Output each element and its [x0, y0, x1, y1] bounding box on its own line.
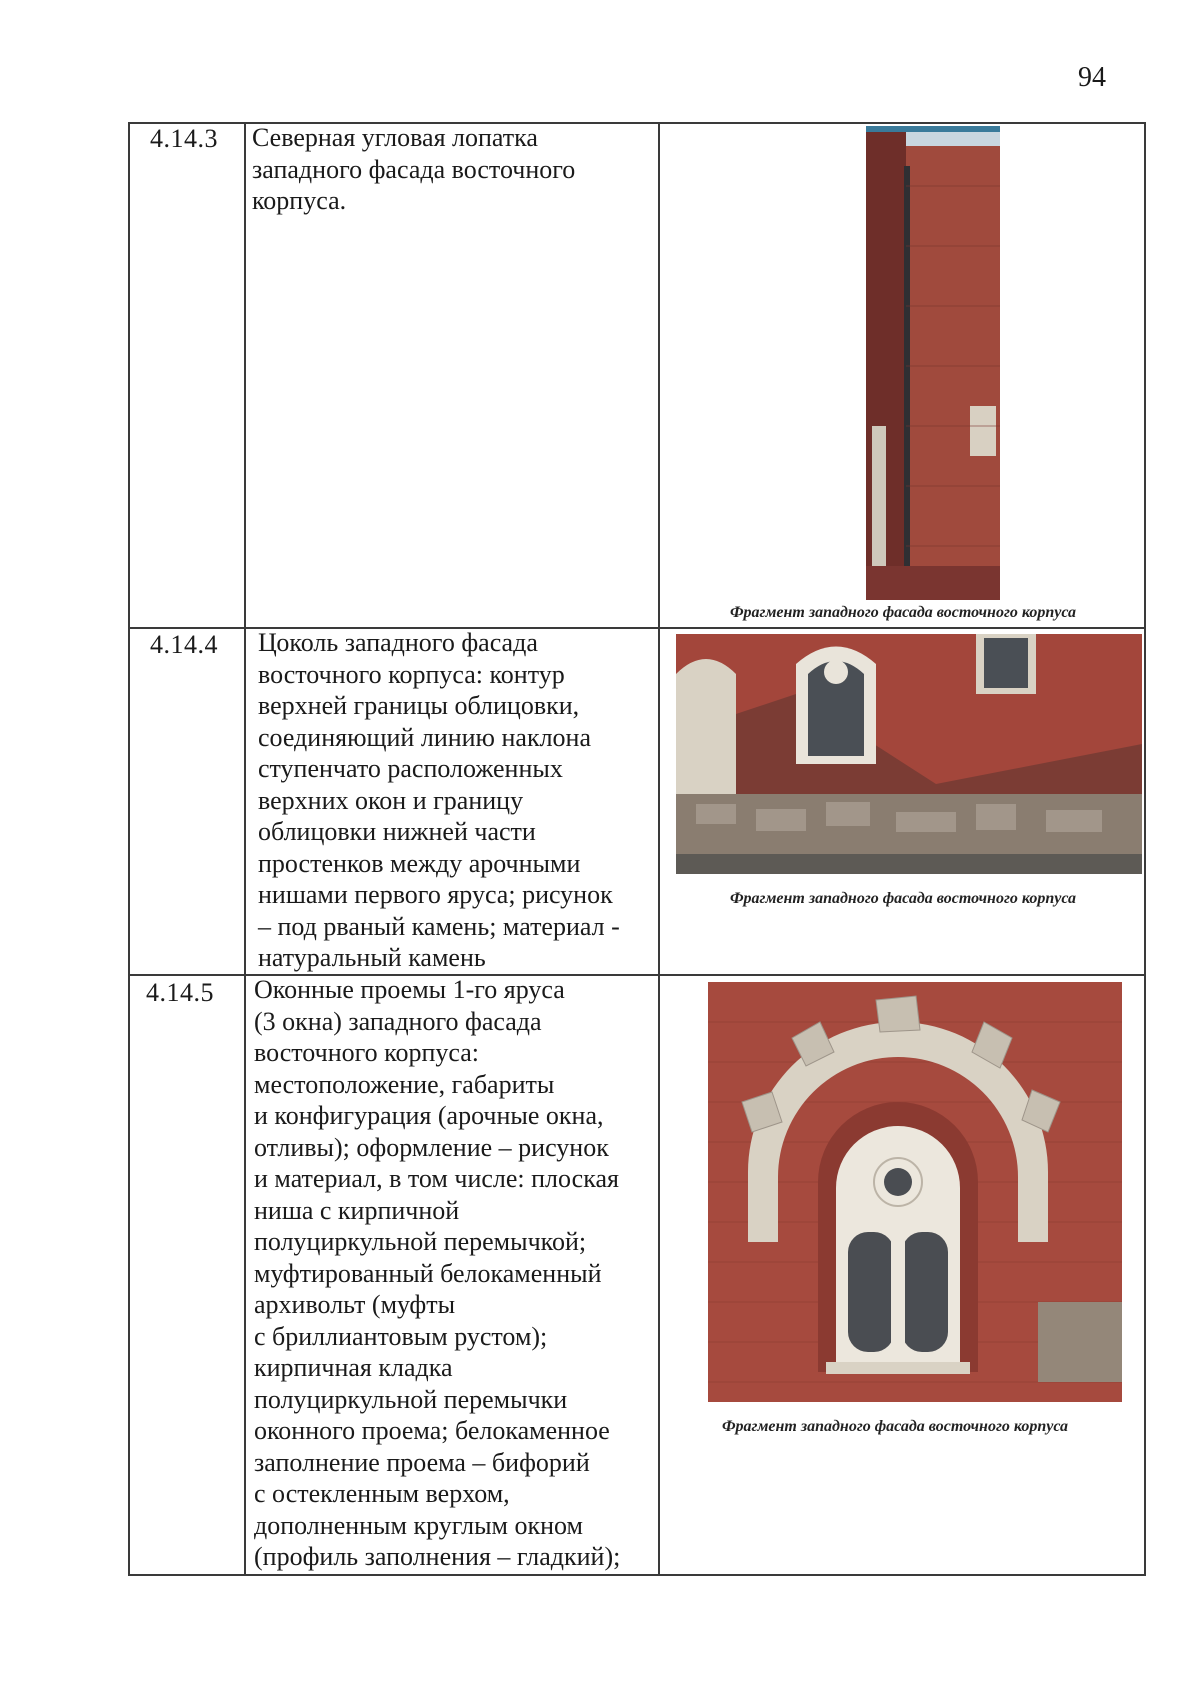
description-line: западного фасада восточного	[252, 154, 576, 184]
description-line: – под рваный камень; материал -	[258, 911, 620, 941]
description-line: Оконные проемы 1-го яруса	[254, 975, 565, 1004]
row-description	[258, 627, 620, 974]
table-rule-bottom	[128, 1574, 1146, 1576]
description-line: дополненным круглым окном	[254, 1510, 584, 1540]
row-description	[254, 974, 620, 1573]
page-number: 94	[1078, 62, 1106, 93]
description-line: натуральный камень	[258, 943, 486, 972]
window-photo-image	[708, 982, 1122, 1402]
description-line: простенков между арочными	[258, 848, 581, 878]
description-line: ступенчато расположенных	[258, 754, 563, 783]
description-line: Северная угловая лопатка	[252, 123, 538, 152]
description-line: корпуса.	[252, 186, 347, 215]
description-line: (профиль заполнения – гладкий);	[254, 1542, 621, 1571]
photo-window	[708, 982, 1122, 1402]
table-rule-col2	[658, 122, 660, 1576]
description-line: (3 окна) западного фасада	[254, 1006, 542, 1036]
photo-pilaster	[866, 126, 1000, 600]
description-line: и конфигурация (арочные окна,	[254, 1101, 604, 1130]
plinth-photo-image	[676, 634, 1142, 874]
description-line: отливы); оформление – рисунок	[254, 1132, 609, 1162]
row-number: 4.14.4	[150, 630, 218, 659]
description-line: соединяющий линию наклона	[258, 722, 591, 752]
pilaster-photo-image	[866, 126, 1000, 600]
description-line: полуциркульной перемычки	[254, 1384, 568, 1414]
monument-features-table	[128, 122, 1146, 1576]
description-line: восточного корпуса:	[254, 1038, 479, 1067]
row-description	[252, 122, 575, 217]
photo-caption: Фрагмент западного фасада восточного корпуса	[721, 1418, 1069, 1435]
photo-caption: Фрагмент западного фасада восточного корпуса	[729, 604, 1077, 621]
table-rule-right	[1144, 122, 1146, 1576]
description-line: архивольт (муфты	[254, 1290, 456, 1319]
description-line: Цоколь западного фасада	[258, 628, 538, 657]
description-line: муфтированный белокаменный	[254, 1258, 602, 1288]
description-line: нишами первого яруса; рисунок	[258, 880, 613, 909]
table-rule-left	[128, 122, 130, 1576]
description-line: облицовки нижней части	[258, 817, 536, 846]
description-line: с бриллиантовым рустом);	[254, 1321, 548, 1351]
description-line: оконного проема; белокаменное	[254, 1416, 610, 1445]
description-line: и материал, в том числе: плоская	[254, 1164, 619, 1193]
description-line: ниша с кирпичной	[254, 1195, 460, 1225]
description-line: заполнение проема – бифорий	[254, 1447, 590, 1477]
photo-plinth	[676, 634, 1142, 874]
description-line: местоположение, габариты	[254, 1069, 555, 1099]
description-line: верхних окон и границу	[258, 785, 524, 815]
description-line: с остекленным верхом,	[254, 1479, 510, 1508]
description-line: кирпичная кладка	[254, 1353, 453, 1382]
description-line: восточного корпуса: контур	[258, 659, 565, 689]
photo-caption: Фрагмент западного фасада восточного корпуса	[729, 890, 1077, 907]
row-number: 4.14.3	[150, 124, 218, 153]
description-line: полуциркульной перемычкой;	[254, 1227, 587, 1256]
description-line: верхней границы облицовки,	[258, 691, 580, 720]
table-rule-col1	[244, 122, 246, 1576]
row-number: 4.14.5	[146, 978, 214, 1007]
